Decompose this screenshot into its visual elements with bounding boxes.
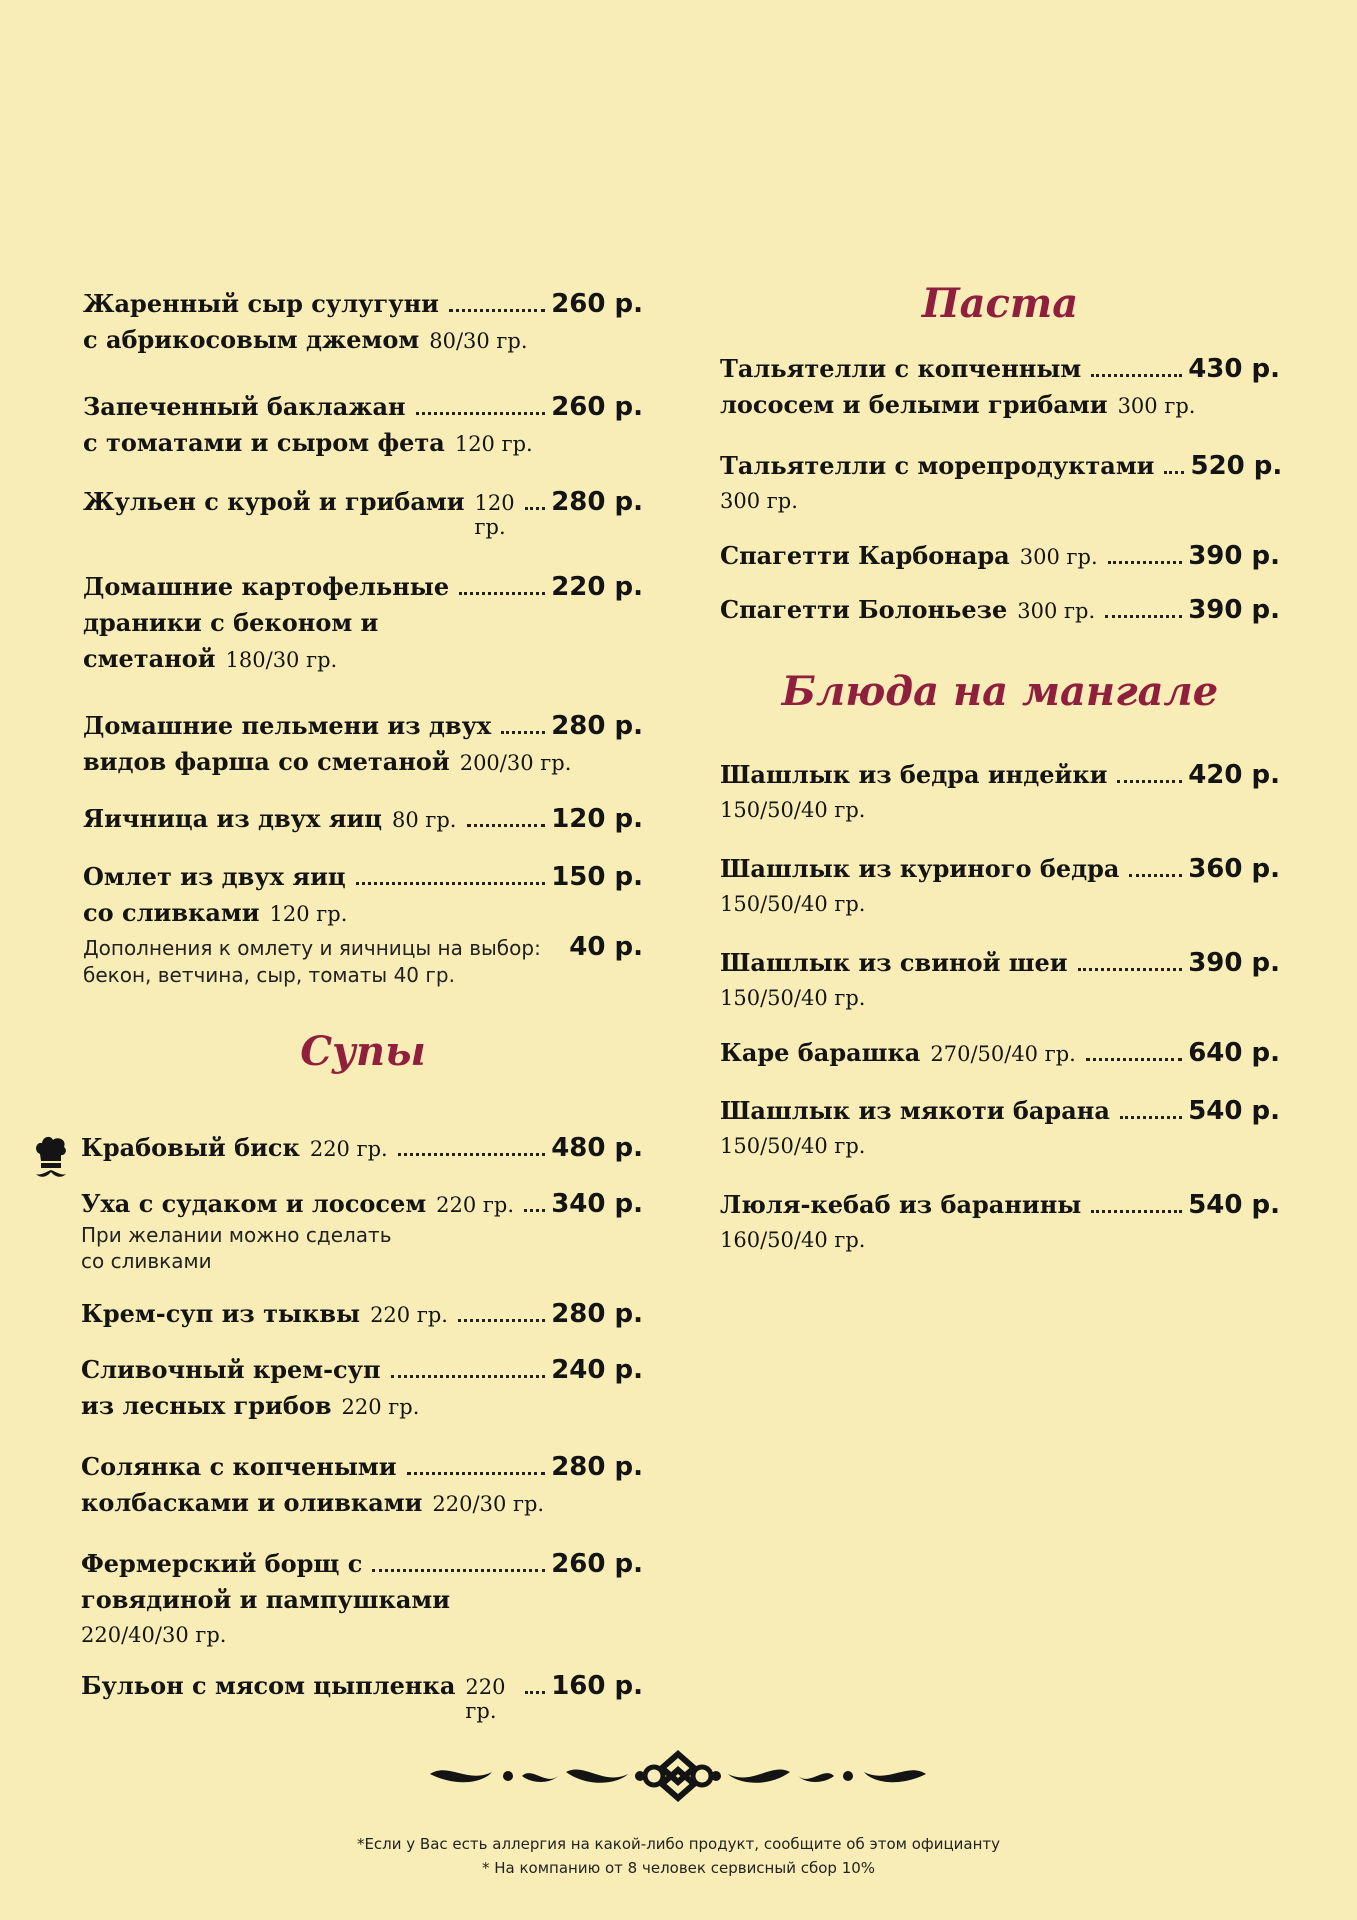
menu-item [81, 1546, 643, 1652]
leader-dots [1108, 561, 1183, 564]
menu-item-row [81, 1130, 643, 1166]
menu-item-row [720, 851, 1280, 887]
leader-dots [372, 1569, 545, 1572]
menu-item-row [81, 1546, 643, 1582]
leader-dots [467, 824, 546, 827]
item-weight: 120 гр. [474, 491, 515, 539]
menu-item-row [720, 1093, 1280, 1129]
service-fee-note: * На компанию от 8 человек сервисный сбор 10% [481, 1859, 876, 1877]
item-name-text: видов фарша со сметаной [83, 747, 450, 776]
item-price: 390 р. [1188, 541, 1280, 571]
menu-item [81, 1296, 643, 1332]
item-name-line [83, 425, 643, 462]
menu-item [83, 389, 643, 462]
item-name-text: с томатами и сыром фета [83, 428, 445, 457]
item-name-text: колбасками и оливками [81, 1488, 423, 1517]
item-price: 260 р. [551, 289, 643, 319]
menu-item-row [720, 448, 1283, 484]
item-weight: 80 гр. [391, 808, 457, 832]
item-weight: 220 гр. [370, 1303, 448, 1327]
addons-list: бекон, ветчина, сыр, томаты 40 гр. [83, 963, 455, 987]
leader-dots [1086, 1058, 1182, 1061]
item-price: 540 р. [1188, 1190, 1280, 1220]
menu-item-row [720, 757, 1280, 793]
item-name: Крем-суп из тыквы [81, 1299, 361, 1328]
item-price: 280 р. [551, 487, 643, 517]
item-name: Яичница из двух яиц [83, 804, 382, 833]
item-price: 150 р. [551, 862, 643, 892]
omelet-addons [83, 932, 643, 962]
menu-item-row [720, 1187, 1280, 1223]
footer [0, 1832, 1357, 1880]
addons-price: 40 р. [569, 932, 643, 962]
item-name: Жаренный сыр сулугуни [83, 289, 439, 318]
leader-dots [501, 731, 545, 734]
item-price: 160 р. [551, 1671, 643, 1701]
item-name-line [83, 605, 643, 641]
item-name: Тальятелли с копченным [720, 354, 1082, 383]
item-name-line [81, 1582, 643, 1618]
item-name-text: драники с беконом и [83, 608, 379, 637]
item-name-line [720, 387, 1280, 424]
item-weight: 150/50/40 гр. [720, 798, 866, 822]
item-price: 260 р. [551, 392, 643, 422]
menu-item [720, 351, 1280, 424]
item-name-text: лососем и белыми грибами [720, 390, 1108, 419]
leader-dots [525, 507, 545, 510]
leader-dots [1117, 780, 1182, 783]
menu-item-row [83, 801, 643, 837]
item-name: Шашлык из свиной шеи [720, 948, 1068, 977]
item-name: Бульон с мясом цыпленка [81, 1671, 456, 1700]
item-weight: 220/30 гр. [432, 1492, 545, 1516]
menu-item-row [720, 351, 1280, 387]
menu-item-row [81, 1352, 643, 1388]
leader-dots [356, 882, 546, 885]
menu-item [83, 286, 643, 359]
item-price: 360 р. [1188, 854, 1280, 884]
item-price: 280 р. [551, 1299, 643, 1329]
item-weight: 300 гр. [1017, 599, 1096, 623]
chef-hat-mustache-icon [34, 1134, 68, 1180]
right-column [720, 280, 1283, 1257]
item-name: Шашлык из бедра индейки [720, 760, 1108, 789]
item-weight: 300 гр. [720, 489, 798, 513]
item-weight: 200/30 гр. [459, 751, 572, 775]
leader-dots [416, 412, 546, 415]
menu-item [720, 448, 1283, 518]
pasta-section-title: Паста [921, 280, 1079, 327]
leader-dots [1105, 615, 1182, 618]
grill-list [720, 757, 1280, 1257]
menu-item-row [720, 945, 1280, 981]
item-price: 390 р. [1188, 595, 1280, 625]
item-weight: 150/50/40 гр. [720, 986, 866, 1010]
item-price: 340 р. [551, 1189, 643, 1219]
grill-section-title: Блюда на мангале [781, 668, 1219, 715]
item-name-text: из лесных грибов [81, 1391, 332, 1420]
menu-item [720, 1035, 1280, 1071]
item-price: 260 р. [551, 1549, 643, 1579]
item-price: 420 р. [1188, 760, 1280, 790]
menu-item-row [83, 859, 643, 895]
item-price: 390 р. [1188, 948, 1280, 978]
item-name: Жульен с курой и грибами [83, 487, 465, 516]
item-weight: 270/50/40 гр. [930, 1042, 1076, 1066]
item-name: Фермерский борщ с [81, 1549, 363, 1578]
item-name: Каре барашка [720, 1038, 921, 1067]
item-price: 640 р. [1188, 1038, 1280, 1068]
item-price: 220 р. [551, 572, 643, 602]
item-price: 480 р. [551, 1133, 643, 1163]
allergy-note: *Если у Вас есть аллергия на какой-либо продукт, сообщите об этом официанту [356, 1835, 1001, 1853]
leader-dots [449, 309, 545, 312]
item-name: Крабовый биск [81, 1133, 300, 1162]
pasta-list [720, 351, 1283, 628]
leader-dots [1129, 874, 1182, 877]
item-name-line [81, 1388, 643, 1425]
item-name-text: с абрикосовым джемом [83, 325, 420, 354]
item-weight: 220 гр. [341, 1395, 420, 1419]
item-name-line [83, 744, 643, 781]
item-price: 240 р. [551, 1355, 643, 1385]
menu-item-row [81, 1668, 643, 1723]
leader-dots [1164, 471, 1184, 474]
leader-dots [524, 1209, 545, 1212]
item-name-text: сметаной [83, 644, 216, 673]
item-name-line [81, 1485, 643, 1522]
item-name: Запеченный баклажан [83, 392, 406, 421]
item-name: Солянка с копчеными [81, 1452, 397, 1481]
item-name: Сливочный крем-суп [81, 1355, 381, 1384]
menu-item [81, 1449, 643, 1522]
menu-item-row [83, 484, 643, 539]
item-name: Тальятелли с морепродуктами [720, 451, 1155, 480]
menu-item-row [81, 1449, 643, 1485]
item-price: 120 р. [551, 804, 643, 834]
menu-item [83, 708, 643, 781]
item-name: Омлет из двух яиц [83, 862, 346, 891]
menu-item-row [83, 708, 643, 744]
item-weight: 150/50/40 гр. [720, 1134, 866, 1158]
leader-dots [398, 1153, 545, 1156]
item-weight: 120 гр. [454, 432, 533, 456]
menu-item [720, 1093, 1280, 1163]
leader-dots [525, 1691, 545, 1694]
item-name: Люля-кебаб из баранины [720, 1190, 1082, 1219]
menu-item [83, 569, 643, 678]
menu-item [83, 859, 643, 988]
menu-item [720, 592, 1280, 628]
item-weight: 180/30 гр. [225, 648, 338, 672]
leader-dots [1078, 968, 1183, 971]
item-weight: 220 гр. [309, 1137, 388, 1161]
item-price: 430 р. [1188, 354, 1280, 384]
menu-item-row [720, 538, 1280, 574]
item-price: 280 р. [551, 711, 643, 741]
leader-dots [459, 592, 545, 595]
menu-item [81, 1186, 643, 1274]
leader-dots [1091, 1210, 1182, 1213]
item-name: Домашние картофельные [83, 572, 450, 601]
item-name-line [83, 641, 643, 678]
item-note: При желании можно сделать [81, 1223, 392, 1247]
item-name: Спагетти Карбонара [720, 541, 1010, 570]
item-price: 280 р. [551, 1452, 643, 1482]
item-note: со сливками [81, 1249, 212, 1273]
menu-item [81, 1352, 643, 1425]
menu-item [720, 538, 1280, 574]
item-name-line [83, 322, 643, 359]
soups-section-title: Супы [300, 1028, 426, 1075]
item-name-line [83, 895, 643, 932]
item-name: Домашние пельмени из двух [83, 711, 492, 740]
menu-item-row [83, 286, 643, 322]
item-weight: 300 гр. [1117, 394, 1196, 418]
menu-item [81, 1668, 643, 1723]
item-weight: 220 гр. [436, 1193, 515, 1217]
leader-dots [458, 1319, 545, 1322]
leader-dots [391, 1375, 546, 1378]
menu-item-row [83, 569, 643, 605]
menu-item [83, 484, 643, 539]
item-weight: 80/30 гр. [429, 329, 528, 353]
leader-dots [407, 1472, 546, 1475]
leader-dots [1120, 1116, 1182, 1119]
menu-item-row [83, 389, 643, 425]
menu-item [720, 851, 1280, 921]
item-name-text: со сливками [83, 898, 260, 927]
item-price: 520 р. [1190, 451, 1283, 481]
item-weight: 220 гр. [465, 1675, 506, 1723]
item-weight: 120 гр. [269, 902, 348, 926]
item-price: 540 р. [1188, 1096, 1280, 1126]
soups-list [81, 1130, 643, 1723]
item-weight: 300 гр. [1019, 545, 1098, 569]
menu-item [720, 1187, 1280, 1257]
item-name: Шашлык из мякоти барана [720, 1096, 1110, 1125]
item-name: Спагетти Болоньезе [720, 595, 1008, 624]
menu-item-row [81, 1186, 643, 1222]
leader-dots [1091, 374, 1182, 377]
item-name-text: говядиной и пампушками [81, 1585, 451, 1614]
item-name: Шашлык из куриного бедра [720, 854, 1120, 883]
menu-item-row [720, 1035, 1280, 1071]
menu-item-row [720, 592, 1280, 628]
menu-item [83, 801, 643, 837]
item-name: Уха с судаком и лососем [81, 1189, 427, 1218]
menu-item [720, 757, 1280, 827]
ornament-divider-icon [428, 1748, 928, 1804]
menu-item-row [81, 1296, 643, 1332]
menu-item [720, 945, 1280, 1015]
item-weight: 150/50/40 гр. [720, 892, 866, 916]
menu-item [81, 1130, 643, 1166]
addons-text: Дополнения к омлету и яичницы на выбор: [83, 936, 541, 960]
item-weight: 160/50/40 гр. [720, 1228, 866, 1252]
starters-column [83, 286, 643, 988]
item-weight: 220/40/30 гр. [81, 1623, 227, 1647]
